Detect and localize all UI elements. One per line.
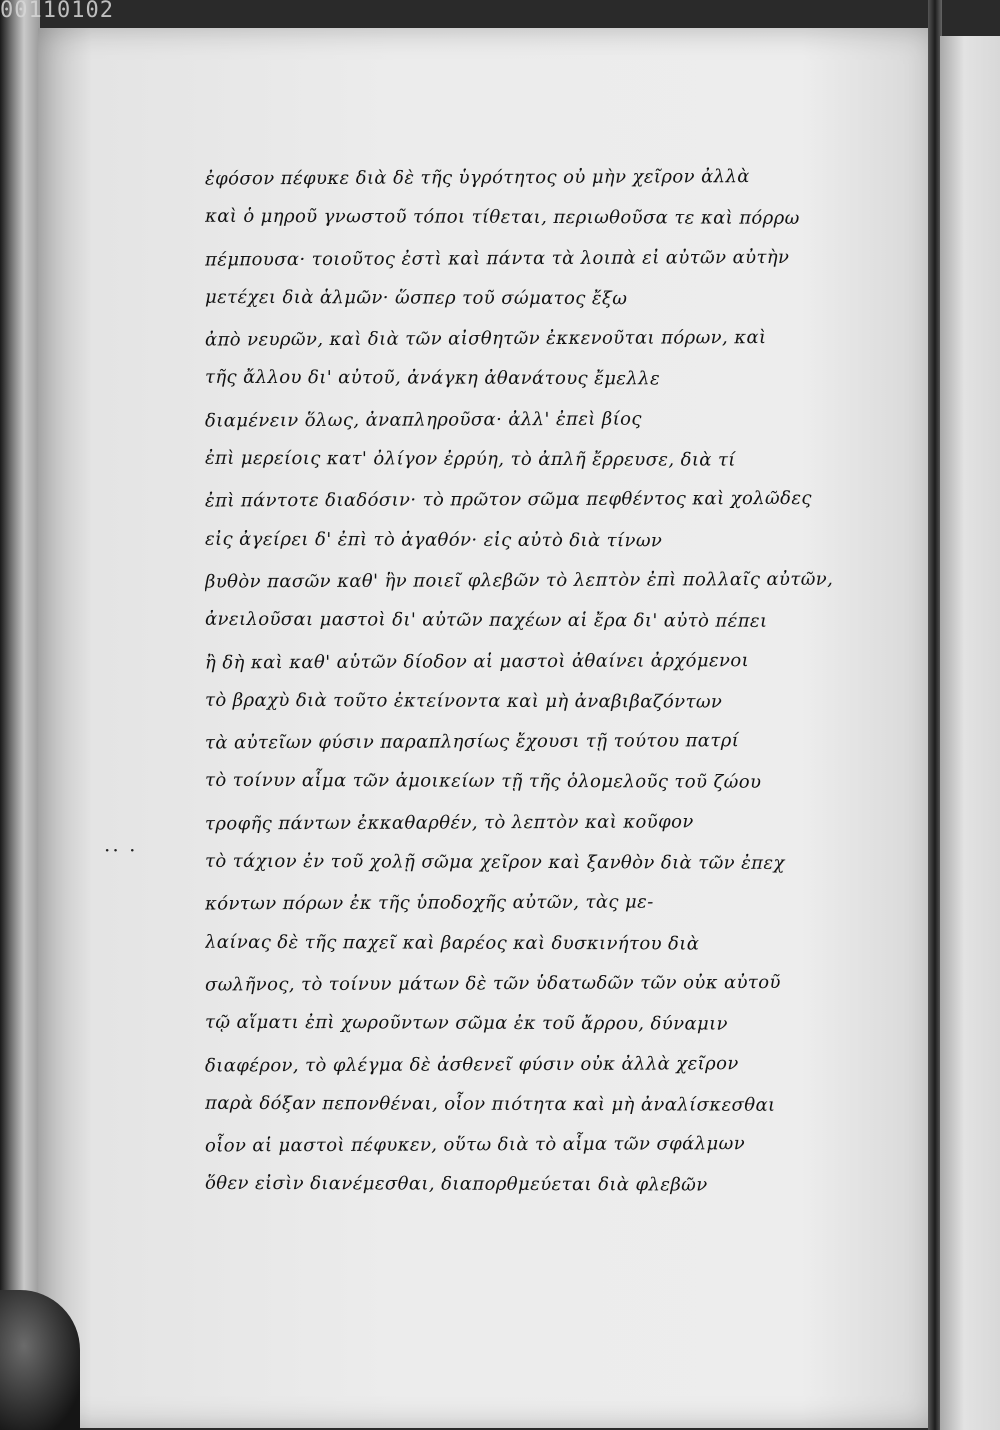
manuscript-line: τὸ τάχιον ἐν τοῦ χολῇ σῶμα χεῖρον καὶ ξανθὸν διὰ τῶν ἐπεχ [204,850,785,874]
manuscript-line: διαμένειν ὅλως, ἀναπληροῦσα· ἀλλ' ἐπεὶ βίος [204,408,642,432]
manuscript-line: εἰς ἀγείρει δ' ἐπὶ τὸ ἀγαθόν· εἰς αὐτὸ διὰ τίνων [204,528,663,552]
manuscript-line: ἀπὸ νευρῶν, καὶ διὰ τῶν αἰσθητῶν ἐκκενοῦται πόρων, καὶ [204,327,767,351]
manuscript-line: διαφέρον, τὸ φλέγμα δὲ ἀσθενεῖ φύσιν οὐκ ἀλλὰ χεῖρον [204,1052,739,1077]
manuscript-line: τὸ τοίνυν αἷμα τῶν ἀμοικείων τῇ τῆς ὁλομελοῦς τοῦ ζώου [204,770,762,794]
manuscript-line: καὶ ὁ μηροῦ γνωστοῦ τόποι τίθεται, περιωθοῦσα τε καὶ πόρρω [204,206,800,230]
manuscript-line: οἷον αἱ μαστοὶ πέφυκεν, οὕτω διὰ τὸ αἷμα τῶν σφάλμων [204,1133,746,1157]
manuscript-text-block [205,158,895,1206]
manuscript-line: ἐπὶ πάντοτε διαδόσιν· τὸ πρῶτον σῶμα πεφθέντος καὶ χολῶδες [204,488,812,512]
manuscript-line: ἐπὶ μερείοις κατ' ὀλίγον ἐρρύη, τὸ ἀπλῆ ἔρρευσε, διὰ τί [204,447,736,471]
manuscript-line: τὰ αὐτεῖων φύσιν παραπλησίως ἔχουσι τῇ τούτου πατρί [204,730,740,754]
manuscript-line: πέμπουσα· τοιοῦτος ἐστὶ καὶ πάντα τὰ λοιπὰ εἰ αὐτῶν αὐτὴν [204,246,790,271]
frame-number: 00110102 [0,0,114,23]
manuscript-line: τῷ αἵματι ἐπὶ χωροῦντων σῶμα ἐκ τοῦ ἄρρου, δύναμιν [204,1012,728,1035]
margin-mark: ·· · [104,838,138,862]
manuscript-line: παρὰ δόξαν πεπονθέναι, οἷον πιότητα καὶ μὴ ἀναλίσκεσθαι [204,1092,776,1116]
facing-page-edge [940,36,1000,1430]
book-fore-edge [0,0,40,1430]
manuscript-line: λαίνας δὲ τῆς παχεῖ καὶ βαρέος καὶ δυσκινήτου διὰ [204,931,700,955]
manuscript-line: βυθὸν πασῶν καθ' ἣν ποιεῖ φλεβῶν τὸ λεπτὸν ἐπὶ πολλαῖς αὐτῶν, [204,568,834,593]
manuscript-line: τροφῆς πάντων ἐκκαθαρθέν, τὸ λεπτὸν καὶ κοῦφον [204,811,694,835]
manuscript-line: ἐφόσον πέφυκε διὰ δὲ τῆς ὑγρότητος οὐ μὴν χεῖρον ἀλλὰ [204,166,750,190]
manuscript-line: ἀνειλοῦσαι μαστοὶ δι' αὐτῶν παχέων αἱ ἔρα δι' αὐτὸ πέπει [204,609,768,633]
manuscript-line: τῆς ἄλλου δι' αὐτοῦ, ἀνάγκη ἀθανάτους ἔμελλε [204,367,661,390]
manuscript-line: ἢ δὴ καὶ καθ' αὑτῶν δίοδον αἱ μαστοὶ ἀθαίνει ἀρχόμενοι [204,649,750,674]
manuscript-line: κόντων πόρων ἐκ τῆς ὑποδοχῆς αὐτῶν, τὰς με- [204,891,654,915]
manuscript-line: μετέχει διὰ ἁλμῶν· ὥσπερ τοῦ σώματος ἔξω [204,286,628,310]
manuscript-line: τὸ βραχὺ διὰ τοῦτο ἐκτείνοντα καὶ μὴ ἀναβιβαζόντων [204,689,723,713]
manuscript-line: ὅθεν εἰσὶν διανέμεσθαι, διαπορθμεύεται διὰ φλεβῶν [204,1173,708,1196]
manuscript-line: σωλῆνος, τὸ τοίνυν μάτων δὲ τῶν ὑδατωδῶν τῶν οὐκ αὐτοῦ [204,971,781,996]
